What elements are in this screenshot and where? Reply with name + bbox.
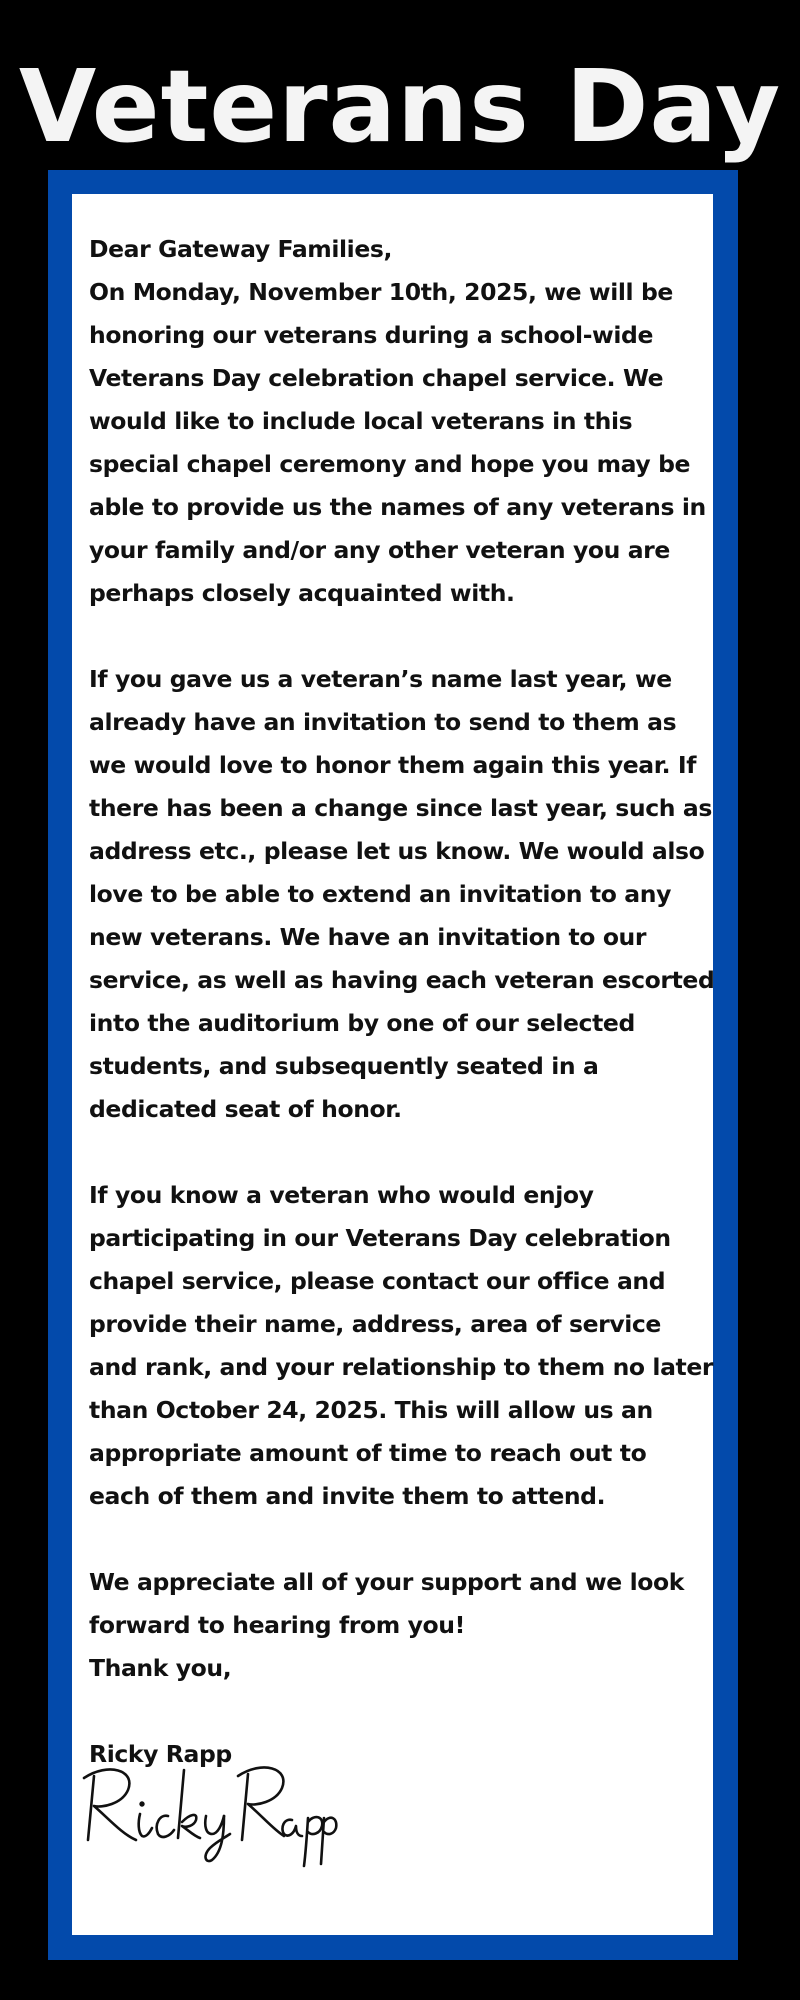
signer-name: Ricky Rapp: [89, 1740, 232, 1768]
page-title: Veterans Day: [18, 48, 782, 165]
letter-paragraph-1: On Monday, November 10th, 2025, we will be honoring our veterans during a school-wide Veterans Day celebration chapel service. We would like to include local veterans in this special chapel ceremony and hope you may be able to provide us the names of any veterans in your family and/or any other veteran you are perhaps closely acquainted with.: [89, 278, 706, 607]
letter-closing: Thank you,: [89, 1654, 232, 1682]
letter-body: [89, 228, 715, 1776]
letter-paragraph-4: We appreciate all of your support and we look forward to hearing from you!: [89, 1568, 684, 1639]
handwritten-signature: [78, 1748, 338, 1868]
letter-paragraph-2: If you gave us a veteran’s name last year, we already have an invitation to send to them as we would love to honor them again this year. If there has been a change since last year, such as address etc., please let us know. We would also love to be able to extend an invitation to any new veterans. We have an invitation to our service, as well as having each veteran escorted into the auditorium by one of our selected students, and subsequently seated in a dedicated seat of honor.: [89, 665, 715, 1123]
letter-greeting: Dear Gateway Families,: [89, 235, 392, 263]
letter-paragraph-3: If you know a veteran who would enjoy participating in our Veterans Day celebration chapel service, please contact our office and provide their name, address, area of service and rank, and your relationship to them no later than October 24, 2025. This will allow us an appropriate amount of time to reach out to each of them and invite them to attend.: [89, 1181, 714, 1510]
